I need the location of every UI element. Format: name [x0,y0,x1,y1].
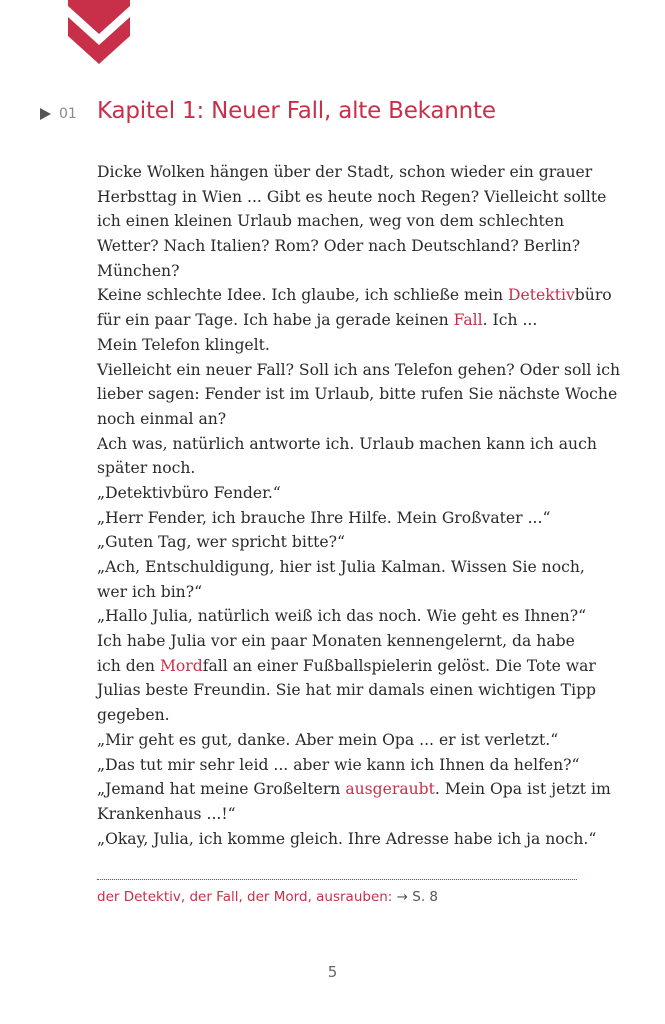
chapter-marker [40,106,77,122]
text-line [97,604,587,629]
text-segment: lieber sagen: Fender ist im Urlaub, bitte rufen Sie nächste Woche [97,385,618,404]
text-line [97,160,593,185]
text-segment: Ach was, natürlich antworte ich. Urlaub machen kann ich auch [97,434,597,453]
text-segment: Wetter? Nach Italien? Rom? Oder nach Deutschland? Berlin? [97,237,581,256]
text-line [97,777,611,802]
text-segment: später noch. [97,459,196,478]
text-line [97,283,612,308]
text-line [97,456,587,481]
text-line [97,703,587,728]
text-segment: Julias beste Freundin. Sie hat mir damals einen wichtigen Tipp [97,681,597,700]
text-line [97,481,587,506]
text-line [97,555,587,580]
glossary-note [97,889,438,905]
text-line [97,382,618,407]
vocabulary-keyword: ausgeraubt [345,780,435,799]
text-line [97,580,587,605]
chapter-body-text [97,160,621,851]
text-segment: „Mir geht es gut, danke. Aber mein Opa ... er ist verletzt.“ [97,730,559,749]
page-number: 5 [327,963,338,981]
text-segment: wer ich bin?“ [97,582,203,601]
text-segment: Dicke Wolken hängen über der Stadt, schon wieder ein grauer [97,163,593,181]
text-line [97,678,597,703]
text-segment: büro [574,286,612,305]
text-line [97,629,587,654]
text-segment: München? [97,261,180,280]
text-segment: ich einen kleinen Urlaub machen, weg von dem schlechten [97,212,565,231]
text-line [97,407,587,432]
text-segment: Herbsttag in Wien ... Gibt es heute noch Regen? Vielleicht sollte [97,187,607,206]
text-line [97,333,587,358]
text-segment: Ich habe Julia vor ein paar Monaten kennengelernt, da habe [97,632,575,651]
text-segment: . Mein Opa ist jetzt im [434,780,611,799]
text-segment: . Ich ... [482,311,538,330]
glossary-divider [97,879,577,880]
glossary-page-reference: → S. 8 [396,889,438,905]
chapter-number: 01 [59,106,77,122]
text-segment: fall an einer Fußballspielerin gelöst. Die Tote war [202,656,596,675]
text-line [97,234,587,259]
text-segment: noch einmal an? [97,409,227,428]
text-segment: ich den [97,656,160,675]
text-line [97,753,587,778]
text-segment: „Detektivbüro Fender.“ [97,483,281,502]
vocabulary-keyword: Detektiv [508,286,575,305]
text-segment: „Hallo Julia, natürlich weiß ich das noch. Wie geht es Ihnen?“ [97,607,587,626]
text-line [97,185,607,210]
text-segment: „Okay, Julia, ich komme gleich. Ihre Adresse habe ich ja noch.“ [97,829,597,848]
text-line [97,802,587,827]
brand-chevron-logo [68,0,130,66]
text-segment: Keine schlechte Idee. Ich glaube, ich schließe mein [97,286,509,305]
text-segment: „Ach, Entschuldigung, hier ist Julia Kalman. Wissen Sie noch, [97,558,585,576]
text-line [97,259,587,284]
text-line [97,358,621,383]
text-line [97,530,587,555]
play-triangle-icon [40,108,51,120]
text-segment: „Herr Fender, ich brauche Ihre Hilfe. Mein Großvater ...“ [97,508,551,527]
vocabulary-keyword: Mord [159,656,203,675]
text-line [97,728,587,753]
text-segment: „Jemand hat meine Großeltern [97,780,346,799]
text-segment: Vielleicht ein neuer Fall? Soll ich ans Telefon gehen? Oder soll ich [97,360,621,379]
vocabulary-keyword: Fall [453,311,483,330]
text-segment: gegeben. [97,706,170,725]
text-line [97,827,597,852]
text-segment: Krankenhaus ...!“ [97,804,236,823]
text-segment: „Guten Tag, wer spricht bitte?“ [97,533,345,552]
text-line [97,432,597,457]
text-segment: Mein Telefon klingelt. [97,335,270,354]
glossary-terms: der Detektiv, der Fall, der Mord, ausrauben: [97,889,393,905]
text-line [97,308,587,333]
text-segment: für ein paar Tage. Ich habe ja gerade keinen [97,311,454,330]
text-line [97,654,596,679]
text-line [97,506,587,531]
chapter-title: Kapitel 1: Neuer Fall, alte Bekannte [97,98,496,124]
text-segment: „Das tut mir sehr leid ... aber wie kann ich Ihnen da helfen?“ [97,755,580,774]
text-line [97,209,587,234]
